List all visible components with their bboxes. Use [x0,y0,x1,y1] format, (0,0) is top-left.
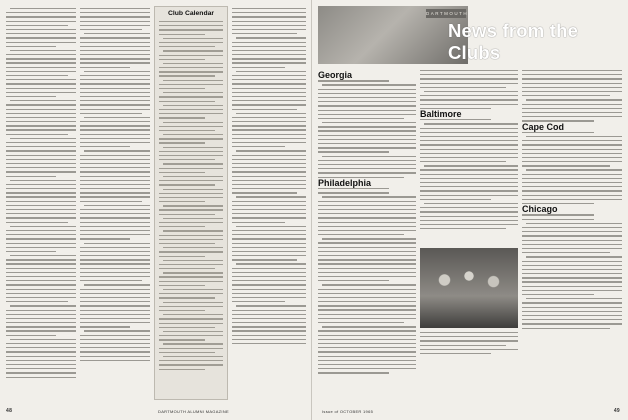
section-heading-philadelphia: Philadelphia [318,177,372,188]
right-page [312,0,628,420]
left-column-2 [80,8,150,403]
right-footer-issue: Issue of OCTOBER 1965 [322,409,374,414]
left-column-4 [232,8,306,403]
header-photo [318,6,468,64]
photo-caption [420,332,518,357]
left-footer-publication: DARTMOUTH ALUMNI MAGAZINE [158,409,229,414]
section-heading-georgia: Georgia [318,70,353,80]
left-column-1 [6,8,76,403]
section-heading-cape-cod: Cape Cod [522,121,565,132]
left-page-number: 48 [6,408,13,414]
club-calendar-box [154,6,228,400]
right-page-number: 49 [613,408,620,414]
masthead: News from the Clubs [448,20,579,63]
right-column-1 [318,70,416,400]
right-column-3 [522,70,622,400]
club-photo [420,248,518,328]
right-footer [614,408,620,414]
left-footer [6,408,12,414]
section-tag: DARTMOUTH [426,11,469,16]
section-heading-baltimore: Baltimore [420,108,462,119]
left-page [0,0,312,420]
calendar-title: Club Calendar [167,10,215,17]
section-heading-chicago: Chicago [522,204,558,215]
